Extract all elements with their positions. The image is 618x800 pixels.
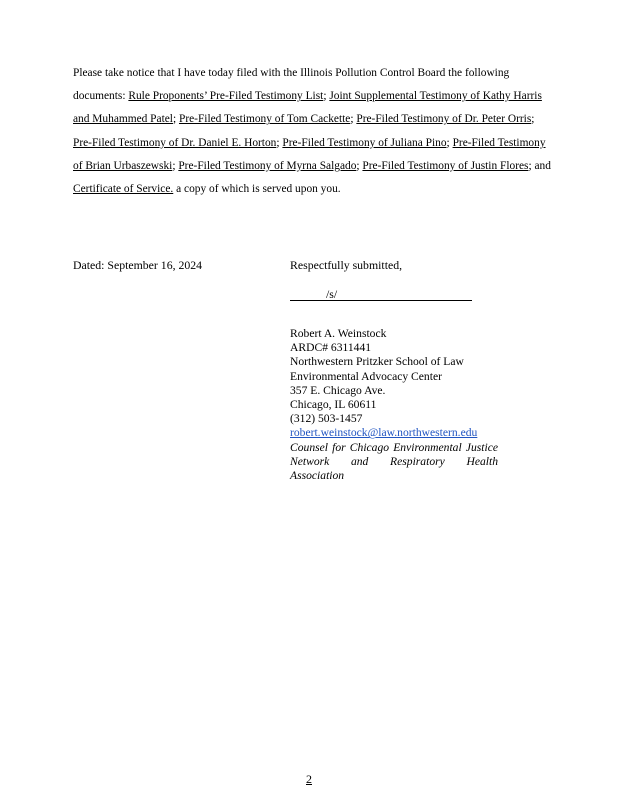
dated-line: Dated: September 16, 2024 — [73, 258, 203, 272]
notice-paragraph: Please take notice that I have today filed with the Illinois Pollution Control Board the following documents: Rule Proponents’ Pre-Filed Testimony List; Joint Supplemental Testimony of Kathy Harris and Muhammed Patel; Pre-Filed Testimony of Tom Cackette; Pre-Filed Testimony of Dr. Peter Orris; Pre-Filed Testimony of Dr. Daniel E. Horton; Pre-Filed Testimony of Juliana Pino; Pre-Filed Testimony of Brian Urbaszewski; Pre-Filed Testimony of Myrna Salgado; Pre-Filed Testimony of Justin Flores; and Certificate of Service. a copy of which is served upon you. — [73, 67, 551, 196]
notice-intro: Please take notice that I have today filed with the Illinois Pollution Control Board the following documents: — [73, 67, 510, 103]
signature: /s/ — [326, 287, 338, 301]
signature-block — [290, 327, 498, 483]
document-link[interactable]: Pre-Filed Testimony of Tom Cackette — [178, 113, 351, 126]
document-link[interactable]: Pre-Filed Testimony of Justin Flores — [362, 159, 529, 172]
signer-center: Environmental Advocacy Center — [290, 369, 442, 383]
closing-line: Respectfully submitted, — [290, 258, 403, 272]
document-link[interactable]: Pre-Filed Testimony of Dr. Peter Orris — [356, 113, 532, 126]
signer-ardc: ARDC# 6311441 — [290, 341, 372, 355]
document-link[interactable]: Pre-Filed Testimony of Brian Urbaszewski — [73, 136, 546, 172]
counsel-line-1: Counsel for Chicago Environmental Justice — [290, 440, 498, 454]
document-link[interactable]: Pre-Filed Testimony of Myrna Salgado — [178, 159, 357, 172]
document-link[interactable]: Pre-Filed Testimony of Juliana Pino — [282, 136, 447, 149]
email-link[interactable]: robert.weinstock@law.northwestern.edu — [290, 426, 478, 440]
document-link[interactable]: Certificate of Service. — [73, 183, 174, 196]
notice-outro: a copy of which is served upon you. — [173, 183, 341, 196]
document-link[interactable]: Pre-Filed Testimony of Dr. Daniel E. Horton — [73, 136, 277, 149]
signer-phone: (312) 503-1457 — [290, 412, 363, 426]
document-link[interactable]: Joint Supplemental Testimony of Kathy Harris and Muhammed Patel — [73, 90, 542, 126]
signer-name: Robert A. Weinstock — [290, 327, 387, 340]
document-link[interactable]: Rule Proponents’ Pre-Filed Testimony List — [128, 90, 324, 103]
signer-city: Chicago, IL 60611 — [290, 398, 377, 412]
signer-school: Northwestern Pritzker School of Law — [290, 355, 464, 369]
signature-line — [290, 287, 472, 301]
counsel-line-2: Network and Respiratory Health Association — [290, 454, 498, 483]
signer-street: 357 E. Chicago Ave. — [290, 383, 386, 397]
page-number: 2 — [306, 772, 312, 786]
